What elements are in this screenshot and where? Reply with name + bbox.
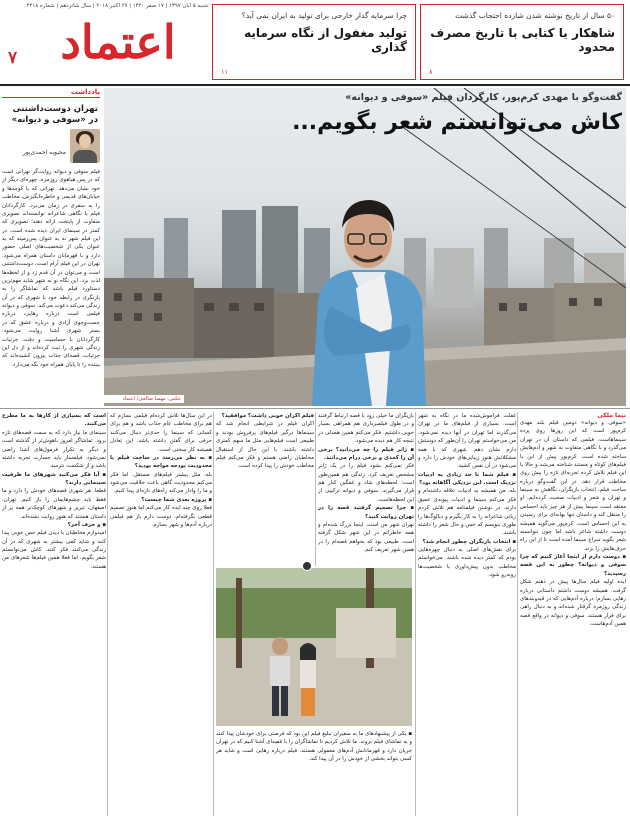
column-divider [315, 412, 316, 566]
header [0, 0, 630, 86]
middle-divider [0, 408, 630, 409]
column-text: تهران شهر من است. اینجا بزرگ شده‌ام و همه خاطراتم در این شهر شکل گرفته است. طبیعی بود که بخواهم قصه‌ام را در همین شهر تعریف کنم. [318, 521, 414, 553]
interview-question: فیلم اکران خوبی داشت؟ موافقید؟ [221, 413, 314, 419]
reporter-name: نیما ملکی [597, 412, 626, 419]
promo-box-2[interactable] [212, 4, 416, 80]
article-column-5 [110, 412, 212, 816]
promo-kicker: ۵۰ سال از تاریخ نوشته شدن شازده احتجاب گذشت [455, 11, 615, 20]
hero-illustration [104, 88, 626, 406]
column-text: «سوفی و دیوانه» دومین فیلم بلند مهدی کرم‌پور است که این روزها روی پرده سینماهاست. فیلمی که داستان آن در تهران می‌گذرد و با نگاهی متفاوت به شهر و آدم‌هایش ساخته شده است. کرم‌پور پیش از این با فیلم‌های کوتاه و مستند شناخته می‌شد و حالا با این فیلم تلاش کرده تجربه‌ای تازه را پیش روی مخاطب قرار دهد. در این گفت‌وگو درباره ساخت فیلم، انتخاب بازیگران، نگاهش به سینما و تهران و شعر و ادبیات صحبت کرده‌ایم. او معتقد است سینما بیش از هر چیز باید احساس را منتقل کند و داستان تنها بهانه‌ای برای رسیدن به این احساس است. کرم‌پور می‌گوید همیشه دوست داشته شاعر باشد اما چون نتوانسته شعر بگوید سراغ سینما آمده است تا از این راه حرف‌هایش را بزند. [520, 420, 626, 552]
column-text: غفلت فراموش‌شده ما در نگاه به شهر است. بسیاری از فیلم‌های ما در تهران می‌گذرند اما تهران در آنها دیده نمی‌شود. من می‌خواستم تهران را آن‌طور که دوستش دارم نشان دهم. شهری که با همه مشکلاتش هنوز زیبایی‌های خودش را دارد و می‌شود در آن نفس کشید. [418, 413, 516, 470]
column-text: فعلا روی چند ایده کار می‌کنم اما هنوز تصمیم قطعی نگرفته‌ام. دوست دارم باز هم فیلمی درباره آدم‌ها و شهر بسازم. [110, 505, 212, 528]
date-line: شنبه ۵ آبان ۱۳۹۷ | ۱۷ صفر ۱۴۴۰ | ۲۷ اکتبر ۲۰۱۸ | سال شانزدهم | شماره ۴۲۱۸ [26, 3, 208, 9]
column-text: در این سال‌ها تلاش کرده‌ام فیلمی بسازم که هم برای مخاطب عام جذاب باشد و هم برای کسانی که سینما را جدی‌تر دنبال می‌کنند حرفی برای گفتن داشته باشد. این تعادل همیشه کار سختی است. [110, 413, 212, 453]
column-text: برای نقش‌های اصلی به دنبال چهره‌هایی بودم که کمتر دیده شده باشند. می‌خواستم مخاطب بدون پیش‌داوری با شخصیت‌ها روبه‌رو شود. [418, 547, 516, 579]
column-text: فکر نمی‌کنم بشود فیلم را در یک ژانر مشخص تعریف کرد. زندگی هم همین‌طور است؛ لحظه‌های شاد و غمگین کنار هم قرار می‌گیرند. سوفی و دیوانه ترکیبی از این لحظه‌هاست. [318, 463, 414, 503]
interview-question: ▪ به نظر می‌رسد در ساخت فیلم با محدودیت بودجه مواجه بودید؟ [110, 454, 212, 470]
interview-question: ▪ و حرف آخر؟ [67, 521, 106, 528]
interview-question: ▪ دوست دارم از اینجا آغاز کنیم که چرا سوفی و دیوانه؟ چطور به این قصه رسیدید؟ [520, 554, 626, 577]
interview-question: ▪ ژانر فیلم را چه می‌دانید؟ برخی آن را کمدی و برخی درام می‌دانند. [318, 446, 414, 461]
promo-page-number: ۸ [429, 68, 433, 76]
film-still-caption [216, 730, 412, 816]
interview-question: ▪ آیا فکر می‌کنید شهرهای ما ظرفیت سینمایی دارند؟ [2, 471, 106, 486]
article-column-2 [418, 412, 516, 816]
masthead [4, 0, 208, 82]
film-still-photo [216, 568, 412, 726]
interview-question: ▪ انتخاب بازیگران چطور انجام شد؟ [422, 538, 516, 545]
promo-kicker: چرا سرمایه گذار خارجی برای تولید به ایران نمی آید؟ [241, 11, 407, 20]
interview-question: ▪ فیلم شما تا حد زیادی به ادبیات نزدیک است. این نزدیکی آگاهانه بود؟ [418, 471, 516, 486]
note-column [2, 88, 100, 404]
column-text: اکران فیلم در شرایطی انجام شد که سینماها درگیر فیلم‌های پرفروش بودند و طبیعی است فیلم‌هایی مثل ما سهم کمتری داشته باشند. با این حال از استقبال مخاطبان راضی هستم و فکر می‌کنم فیلم مخاطب خودش را پیدا کرده است. [216, 421, 314, 470]
note-body: فیلم سوفی و دیوانه روایت‌گر تهرانی است که در پس هیاهوی روزمره، چهره‌ای دیگر از خود نشان می‌دهد. تهرانی که با کوچه‌ها و خیابان‌های قدیمی و خاطره‌انگیزش، مخاطب را به سفری در زمان می‌برد. کارگردانان فیلم با نگاهی شاعرانه توانسته‌اند تصویری متفاوت از پایتخت ارائه دهند؛ تصویری که کمتر در سینمای ایران دیده شده است. در این فیلم شهر نه به عنوان پس‌زمینه که به عنوان یکی از شخصیت‌های اصلی حضور دارد و با قهرمانان داستان همراه می‌شود. تهران در این فیلم آرام است، دوست‌داشتنی است و می‌توان در آن قدم زد و از لحظه‌ها لذت برد. این نگاه نو به شهر شاید مهم‌ترین دستاورد فیلم باشد که تماشاگر را به بازنگری در رابطه خود با شهری که در آن زندگی می‌کند دعوت می‌کند. سوفی و دیوانه فیلمی است درباره رهایی، درباره جست‌وجوی آزادی و درباره عشق که در بستر شهری آشنا روایت می‌شود. کارگردانان با حساسیت و دقت، جزئیات زندگی شهری را ثبت کرده‌اند و از دل این جزئیات، قصه‌ای جذاب بیرون کشیده‌اند که بیننده را تا پایان همراه خود نگه می‌دارد. [2, 169, 100, 368]
column-text: قطعا. هر شهری قصه‌های خودش را دارد و ما فقط باید چشم‌هایمان را باز کنیم. تهران، اصفهان، تبریز و شهرهای کوچک‌تر همه پر از داستان هستند که هنوز روایت نشده‌اند. [2, 488, 106, 520]
column-text: سینمای ما نیاز دارد که به سمت قصه‌های تازه برود. تماشاگر امروز باهوش‌تر از گذشته است و دیگر به تکرار فرمول‌های آشنا راضی نمی‌شود. فیلمساز باید جسارت تجربه داشته باشد و از شکست نترسد. [2, 429, 106, 470]
column-text: بله، مثل بیشتر فیلم‌های مستقل. اما فکر می‌کنم محدودیت گاهی باعث خلاقیت می‌شود و ما را وادار می‌کند راه‌های تازه‌ای پیدا کنیم. [110, 471, 212, 495]
newspaper-logo[interactable] [30, 12, 206, 76]
column-divider [415, 412, 416, 816]
note-title[interactable]: تهران دوست‌داشتنی در «سوفی و دیوانه» [11, 104, 98, 126]
page-number: ۷ [8, 48, 18, 67]
film-still-illustration [216, 568, 412, 726]
article-column-4 [216, 412, 314, 566]
promo-page-number: ۱۱ [221, 68, 228, 76]
column-divider [107, 412, 108, 816]
column-divider [213, 412, 214, 816]
promo-headline[interactable]: تولید مغفول از نگاه سرمایه گذاری [244, 26, 407, 55]
photo-marker-icon [302, 561, 312, 571]
caption-text: ▪ یکی از پیشنهادهای ما به سفیران تبلیغ فیلم این بود که فرصتی برای خودشان پیدا کنند و به تماشای فیلم بروند. ما تلاش کردیم تا تماشاگران را با قصه‌ای آشنا کنیم که در تهران جریان دارد و قهرمانانش آدم‌های معمولی هستند. فیلم درباره رهایی است و شاید هر کسی بتواند بخشی از خودش را در آن پیدا کند. [216, 731, 412, 763]
feature-title[interactable]: کاش می‌توانستم شعر بگویم... [292, 110, 622, 135]
logo-text: اعتماد [60, 15, 176, 69]
photo-credit: عکس: مهسا صالحی/ اعتماد [104, 395, 184, 403]
interview-question: ▪ چرا تصمیم گرفتید قصه را در تهران روایت کنید؟ [318, 505, 414, 520]
promo-headline[interactable]: شاهکار یا کتابی با تاریخ مصرف محدود [430, 26, 615, 55]
column-text: ایده اولیه فیلم سال‌ها پیش در ذهنم شکل گرفت. همیشه دوست داشتم داستانی درباره رهایی بسازم؛ درباره آدم‌هایی که در قیدوبندهای زندگی روزمره گرفتار شده‌اند و به دنبال راهی برای فرار هستند. سوفی و دیوانه در واقع قصه همین آدم‌هاست. [520, 579, 626, 627]
feature-over-title: گفت‌وگو با مهدی کرم‌پور، کارگردان فیلم «سوفی و دیوانه» [345, 92, 622, 103]
column-text: بازیگران ما خیلی زود با قصه ارتباط گرفتند و در طول فیلمبرداری هم همراهی بسیار خوبی داشتیم. فکر می‌کنم همین همدلی در نتیجه کار هم دیده می‌شود. [318, 413, 414, 445]
top-divider [0, 84, 630, 86]
author-name: محبوبه احمدی‌پور [22, 149, 66, 157]
interview-question: ▪ پروژه بعدی شما چیست؟ [141, 496, 212, 503]
section-label: یادداشت [2, 88, 100, 98]
column-text: بله، من همیشه به ادبیات علاقه داشته‌ام و فکر می‌کنم سینما و ادبیات پیوندی عمیق دارند. در نوشتن فیلمنامه هم تلاش کردم زبانی شاعرانه را به کار بگیرم و دیالوگ‌ها را طوری بنویسم که حس و حال شعر را داشته باشند. [418, 488, 516, 537]
column-divider [517, 412, 518, 816]
author-photo [70, 129, 100, 163]
hero-photo [104, 88, 626, 406]
promo-box-1[interactable] [420, 4, 624, 80]
interview-question: است که بسیاری از کارها به ما مطرح می‌کنند. [2, 413, 106, 428]
article-column-6 [2, 412, 106, 816]
article-column-1 [520, 412, 626, 816]
author-row [2, 129, 100, 165]
column-text: امیدوارم مخاطبان با دیدن فیلم حس خوبی پیدا کنند و شاید کمی بیشتر به شهری که در آن زندگی می‌کنند فکر کنند. کاش می‌توانستم شعر بگویم، اما فعلا همین فیلم‌ها شعرهای من هستند. [2, 530, 106, 570]
